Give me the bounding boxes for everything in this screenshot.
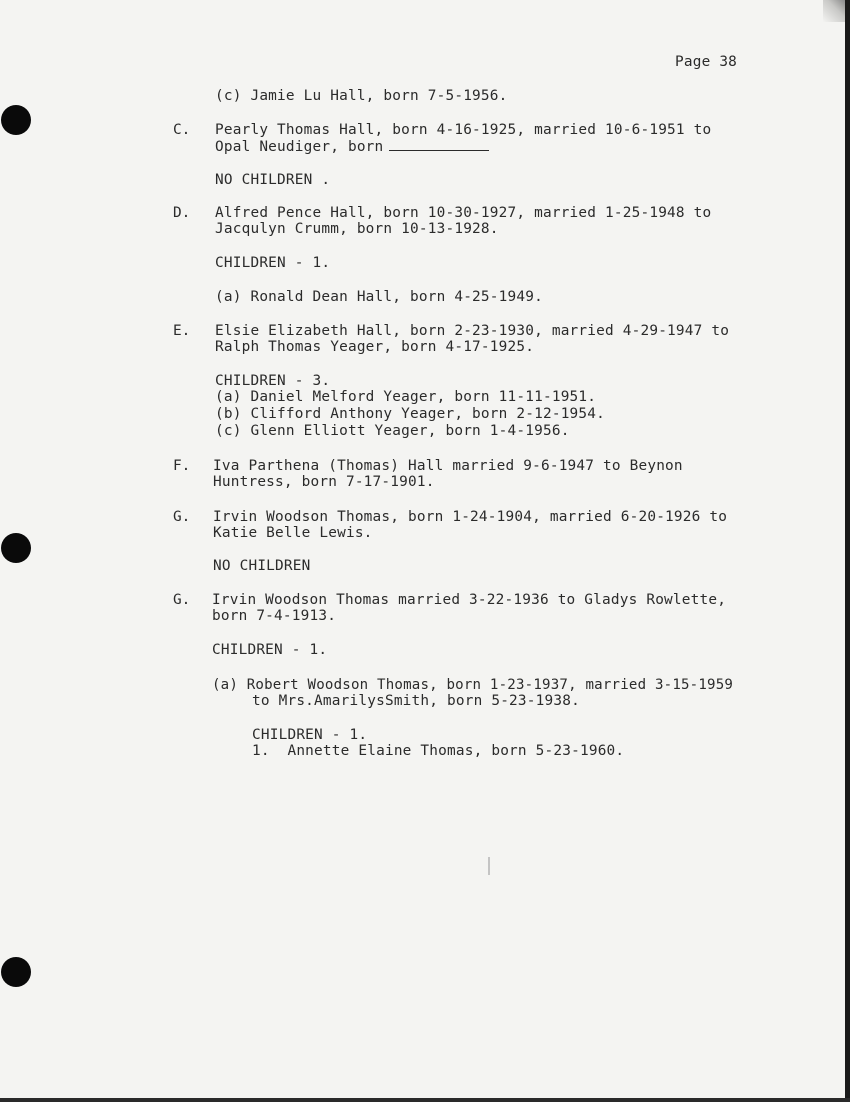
entry-g1-marker: G.: [173, 509, 191, 525]
scan-edge-right: [845, 0, 850, 1102]
entry-g2-child-a-line1: (a) Robert Woodson Thomas, born 1-23-1937, married 3-15-1959: [212, 677, 734, 693]
entry-e-line1: Elsie Elizabeth Hall, born 2-23-1930, married 4-29-1947 to: [215, 323, 730, 339]
entry-d-child-a: (a) Ronald Dean Hall, born 4-25-1949.: [215, 289, 543, 305]
entry-d-line1: Alfred Pence Hall, born 10-30-1927, married 1-25-1948 to: [215, 205, 712, 221]
entry-g2-line1: Irvin Woodson Thomas married 3-22-1936 to Gladys Rowlette,: [212, 592, 727, 608]
entry-g2-grandchild-1: 1. Annette Elaine Thomas, born 5-23-1960.: [252, 743, 625, 759]
entry-c-children: NO CHILDREN .: [215, 172, 331, 188]
entry-f-line1: Iva Parthena (Thomas) Hall married 9-6-1947 to Beynon: [213, 458, 683, 474]
page-number: Page 38: [675, 54, 738, 70]
entry-c-line2-wrap: [215, 138, 489, 155]
entry-f-marker: F.: [173, 458, 191, 474]
entry-c-line2: Opal Neudiger, born: [215, 139, 384, 155]
entry-e-line2: Ralph Thomas Yeager, born 4-17-1925.: [215, 339, 535, 355]
entry-f-line2: Huntress, born 7-17-1901.: [213, 474, 435, 490]
scan-edge-bottom: [0, 1098, 850, 1102]
page-corner-shadow: [823, 0, 845, 22]
entry-g1-children: NO CHILDREN: [213, 558, 311, 574]
entry-e-child-a: (a) Daniel Melford Yeager, born 11-11-1951.: [215, 389, 597, 405]
scan-speck: [488, 857, 490, 875]
entry-d-marker: D.: [173, 205, 191, 221]
entry-g2-grandchildren: CHILDREN - 1.: [252, 727, 368, 743]
entry-e-child-c: (c) Glenn Elliott Yeager, born 1-4-1956.: [215, 423, 570, 439]
entry-d-line2: Jacqulyn Crumm, born 10-13-1928.: [215, 221, 499, 237]
punch-hole-bottom: [1, 957, 31, 987]
entry-e-children: CHILDREN - 3.: [215, 373, 331, 389]
entry-e-marker: E.: [173, 323, 191, 339]
entry-g1-line1: Irvin Woodson Thomas, born 1-24-1904, married 6-20-1926 to: [213, 509, 728, 525]
entry-g2-children: CHILDREN - 1.: [212, 642, 328, 658]
entry-e-child-b: (b) Clifford Anthony Yeager, born 2-12-1954.: [215, 406, 606, 422]
entry-d-children: CHILDREN - 1.: [215, 255, 331, 271]
entry-g2-line2: born 7-4-1913.: [212, 608, 337, 624]
entry-g2-marker: G.: [173, 592, 191, 608]
entry-g2-child-a-line2: to Mrs.AmarilysSmith, born 5-23-1938.: [252, 693, 580, 709]
child-jamie-lu-hall: (c) Jamie Lu Hall, born 7-5-1956.: [215, 88, 508, 104]
entry-g1-line2: Katie Belle Lewis.: [213, 525, 373, 541]
born-date-blank: [389, 138, 489, 151]
punch-hole-middle: [1, 533, 31, 563]
entry-c-marker: C.: [173, 122, 191, 138]
punch-hole-top: [1, 105, 31, 135]
entry-c-line1: Pearly Thomas Hall, born 4-16-1925, married 10-6-1951 to: [215, 122, 712, 138]
